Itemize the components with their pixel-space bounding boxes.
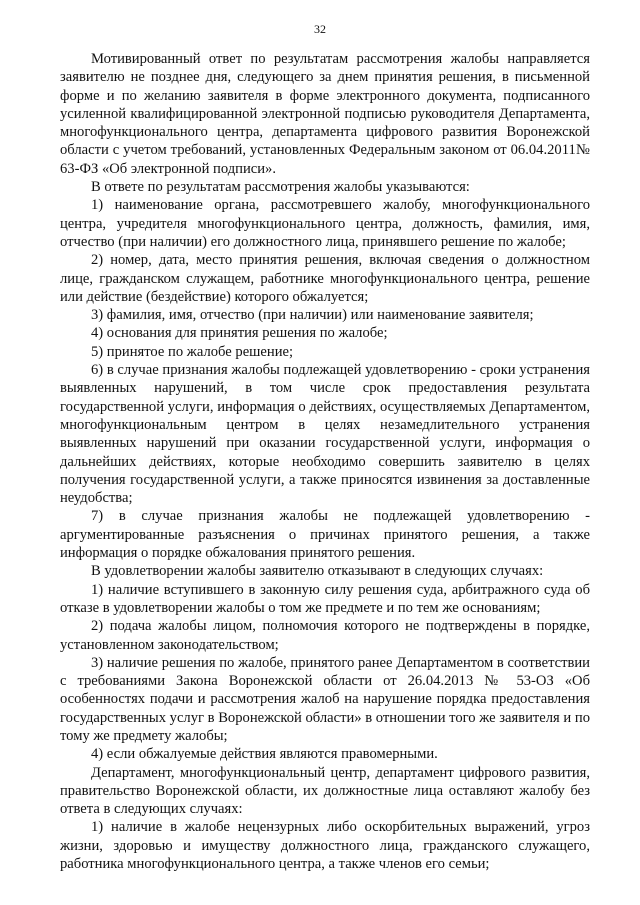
list-item-3-applicant-name: 3) фамилия, имя, отчество (при наличии) или наименование заявителя; — [91, 307, 534, 324]
document-body — [60, 50, 590, 873]
no-answer-item-1-offensive-language: 1) наличие в жалобе нецензурных либо оскорбительных выражений, угроз жизни, здоровью и имуществу должностного лица, гражданского служащего, работника многофункционального центра, а также членов его семьи; — [60, 819, 590, 873]
list-item-6-complaint-satisfied: 6) в случае признания жалобы подлежащей удовлетворению - сроки устранения выявленных нарушений, в том числе срок предоставления результата государственной услуги, информация о действиях, осуществляемых Департаментом, многофункциональным центром в целях незамедлительного устранения выявленных нарушений при оказании государственной услуги, информация о дальнейших действиях, которые необходимо совершить заявителю в целях получения государственной услуги, а также приносятся извинения за доставленные неудобства; — [60, 362, 590, 507]
refusal-item-2-unconfirmed-authority: 2) подача жалобы лицом, полномочия которого не подтверждены в порядке, установленном законодательством; — [60, 618, 590, 653]
list-item-2-decision-details: 2) номер, дата, место принятия решения, включая сведения о должностном лице, гражданском служащем, работнике многофункционального центра, решение или действие (бездействие) которого обжалуется; — [60, 252, 590, 305]
paragraph-reasoned-response: Мотивированный ответ по результатам рассмотрения жалобы направляется заявителю не позднее дня, следующего за днем принятия решения, в письменной форме и по желанию заявителя в форме электронного документа, подписанного усиленной квалифицированной электронной подписью руководителя Департамента, многофункционального центра, департамента цифрового развития Воронежской области с учетом требований, установленных Федеральным законом от 06.04.2011№ 63-ФЗ «Об электронной подписи». — [60, 51, 590, 177]
list-item-5-decision: 5) принятое по жалобе решение; — [91, 343, 294, 360]
refusal-item-3-prior-decision: 3) наличие решения по жалобе, принятого ранее Департаментом в соответствии с требованиями Закона Воронежской области от 26.04.2013 № 53-ОЗ «Об особенностях подачи и рассмотрения жалоб на нарушение порядка предоставления государственных услуг в Воронежской области» в отношении того же заявителя и по тому же предмету жалобы; — [60, 654, 590, 744]
paragraph-no-answer-cases-intro: Департамент, многофункциональный центр, департамент цифрового развития, правительство Воронежской области, их должностные лица оставляют жалобу без ответа в следующих случаях: — [60, 764, 590, 818]
page-number: 32 — [314, 22, 326, 36]
paragraph-refusal-cases-intro: В удовлетворении жалобы заявителю отказывают в следующих случаях: — [91, 563, 544, 580]
list-item-4-grounds: 4) основания для принятия решения по жалобе; — [91, 325, 388, 342]
list-item-7-complaint-rejected: 7) в случае признания жалобы не подлежащей удовлетворению - аргументированные разъяснения о причинах принятого решения, а также информация о порядке обжалования принятого решения. — [60, 508, 590, 562]
list-item-1-authority-name: 1) наименование органа, рассмотревшего жалобу, многофункционального центра, учредителя многофункционального центра, должность, фамилия, имя, отчество (при наличии) его должностного лица, принявшего решение по жалобе; — [60, 197, 590, 250]
paragraph-response-contents-intro: В ответе по результатам рассмотрения жалобы указываются: — [91, 179, 470, 196]
refusal-item-4-lawful-actions: 4) если обжалуемые действия являются правомерными. — [91, 746, 438, 763]
refusal-item-1-court-decision: 1) наличие вступившего в законную силу решения суда, арбитражного суда об отказе в удовлетворении жалобы о том же предмете и по тем же основаниям; — [60, 581, 590, 616]
